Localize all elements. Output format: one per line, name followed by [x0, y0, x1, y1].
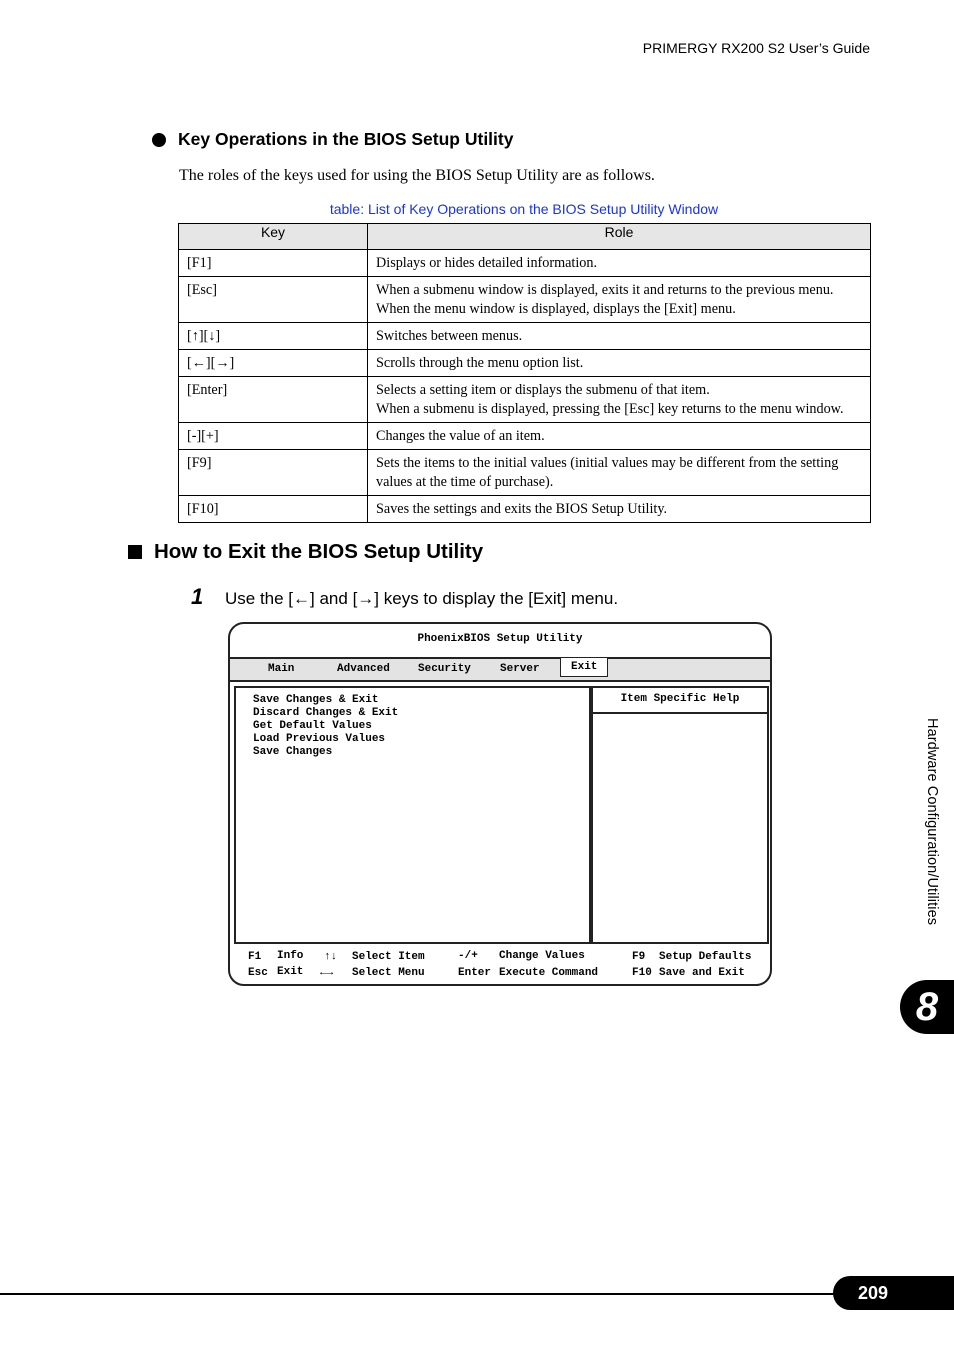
table-row — [179, 250, 871, 277]
table-header-row — [179, 224, 871, 250]
step-instruction: Use the [←] and [→] keys to display the [Exit] menu. — [225, 589, 619, 608]
bios-option-save-changes-exit[interactable]: Save Changes & Exit — [253, 694, 379, 706]
bios-option-get-default-values[interactable]: Get Default Values — [253, 720, 372, 732]
role-line: When a submenu window is displayed, exits it and returns to the previous menu. — [376, 282, 834, 298]
bios-footer-plusminus-key: -/+ — [458, 950, 478, 962]
page-number-tab — [833, 1276, 954, 1310]
bios-footer-setup-defaults: Setup Defaults — [659, 951, 752, 963]
bios-footer-f9-key: F9 — [632, 951, 646, 963]
role-line: Changes the value of an item. — [376, 428, 545, 444]
section-heading-text: How to Exit the BIOS Setup Utility — [154, 540, 484, 563]
bios-option-save-changes[interactable]: Save Changes — [253, 746, 333, 758]
bios-menu-advanced[interactable]: Advanced — [337, 663, 390, 675]
bios-title: PhoenixBIOS Setup Utility — [417, 633, 583, 645]
bios-menu-exit[interactable]: Exit — [560, 658, 608, 677]
square-bullet-icon — [128, 545, 142, 559]
key-cell: [F10] — [179, 496, 368, 523]
page-number: 209 — [857, 1283, 889, 1303]
bios-option-discard-changes-exit[interactable]: Discard Changes & Exit — [253, 707, 399, 719]
key-cell: [↑][↓] — [179, 323, 368, 350]
role-line: Selects a setting item or displays the submenu of that item. — [376, 382, 710, 398]
role-cell — [368, 377, 871, 423]
chapter-side-label: Hardware Configuration/Utilities — [924, 718, 940, 926]
bios-footer-f10-key: F10 — [632, 967, 652, 979]
role-cell — [368, 423, 871, 450]
footer-rule — [0, 1293, 954, 1295]
bios-options-list — [253, 694, 398, 759]
bios-footer-save-and-exit: Save and Exit — [659, 967, 745, 979]
table-row — [179, 423, 871, 450]
role-cell — [368, 250, 871, 277]
role-cell — [368, 323, 871, 350]
bios-footer-execute-command: Execute Command — [499, 967, 599, 979]
key-cell: [-][+] — [179, 423, 368, 450]
step-number: 1 — [191, 584, 204, 609]
role-cell — [368, 450, 871, 496]
role-line: Scrolls through the menu option list. — [376, 355, 584, 371]
table-row — [179, 323, 871, 350]
role-cell — [368, 350, 871, 377]
table-row — [179, 350, 871, 377]
running-header: PRIMERGY RX200 S2 User’s Guide — [642, 40, 870, 56]
chapter-number-tab: 8 — [900, 980, 954, 1034]
role-line: When a submenu is displayed, pressing the [Esc] key returns to the menu window. — [376, 401, 844, 417]
bullet-icon — [152, 133, 166, 147]
column-header-key: Key — [179, 224, 368, 250]
table-row — [179, 377, 871, 423]
role-cell — [368, 496, 871, 523]
bios-menu-main[interactable]: Main — [268, 663, 295, 675]
role-line: Saves the settings and exits the BIOS Setup Utility. — [376, 501, 668, 517]
arrow-left-right-icon: ←→ — [320, 967, 334, 979]
arrow-up-down-icon: ↑↓ — [324, 951, 338, 963]
role-line: Switches between menus. — [376, 328, 523, 344]
bios-help-panel — [591, 686, 769, 944]
bios-footer-enter-key: Enter — [458, 967, 492, 979]
key-cell: [←][→] — [179, 350, 368, 377]
bios-option-load-previous-values[interactable]: Load Previous Values — [253, 733, 386, 745]
role-line: Displays or hides detailed information. — [376, 255, 598, 271]
bios-footer-select-item: Select Item — [352, 951, 425, 963]
bios-screen — [228, 622, 772, 986]
bios-menu-security[interactable]: Security — [418, 663, 471, 675]
table-caption: table: List of Key Operations on the BIOS Setup Utility Window — [329, 201, 719, 217]
role-line: values at the time of purchase). — [376, 474, 554, 490]
key-cell: [F1] — [179, 250, 368, 277]
section-heading-exit — [128, 540, 483, 564]
section-heading-text: Key Operations in the BIOS Setup Utility — [178, 129, 514, 149]
section-heading-key-operations — [152, 129, 513, 150]
bios-footer-esc-key: Esc — [248, 967, 268, 979]
role-cell — [368, 277, 871, 323]
key-cell: [Enter] — [179, 377, 368, 423]
bios-options-panel — [234, 686, 591, 944]
key-operations-table — [178, 223, 871, 523]
key-cell: [Esc] — [179, 277, 368, 323]
bios-help-title: Item Specific Help — [593, 688, 767, 714]
table-row — [179, 496, 871, 523]
table-row — [179, 450, 871, 496]
role-line: When the menu window is displayed, displays the [Exit] menu. — [376, 301, 736, 317]
column-header-role: Role — [368, 224, 871, 250]
bios-footer-change-values: Change Values — [499, 950, 585, 962]
bios-footer-select-menu: Select Menu — [352, 967, 425, 979]
intro-paragraph: The roles of the keys used for using the BIOS Setup Utility are as follows. — [179, 167, 655, 184]
table-row — [179, 277, 871, 323]
bios-footer-f1-label: Info — [277, 950, 304, 962]
bios-menu-bar — [230, 657, 770, 682]
bios-footer-esc-label: Exit — [277, 966, 304, 978]
bios-footer-f1-key: F1 — [248, 951, 262, 963]
bios-menu-server[interactable]: Server — [500, 663, 540, 675]
role-line: Sets the items to the initial values (initial values may be different from the setting — [376, 455, 839, 471]
key-cell: [F9] — [179, 450, 368, 496]
